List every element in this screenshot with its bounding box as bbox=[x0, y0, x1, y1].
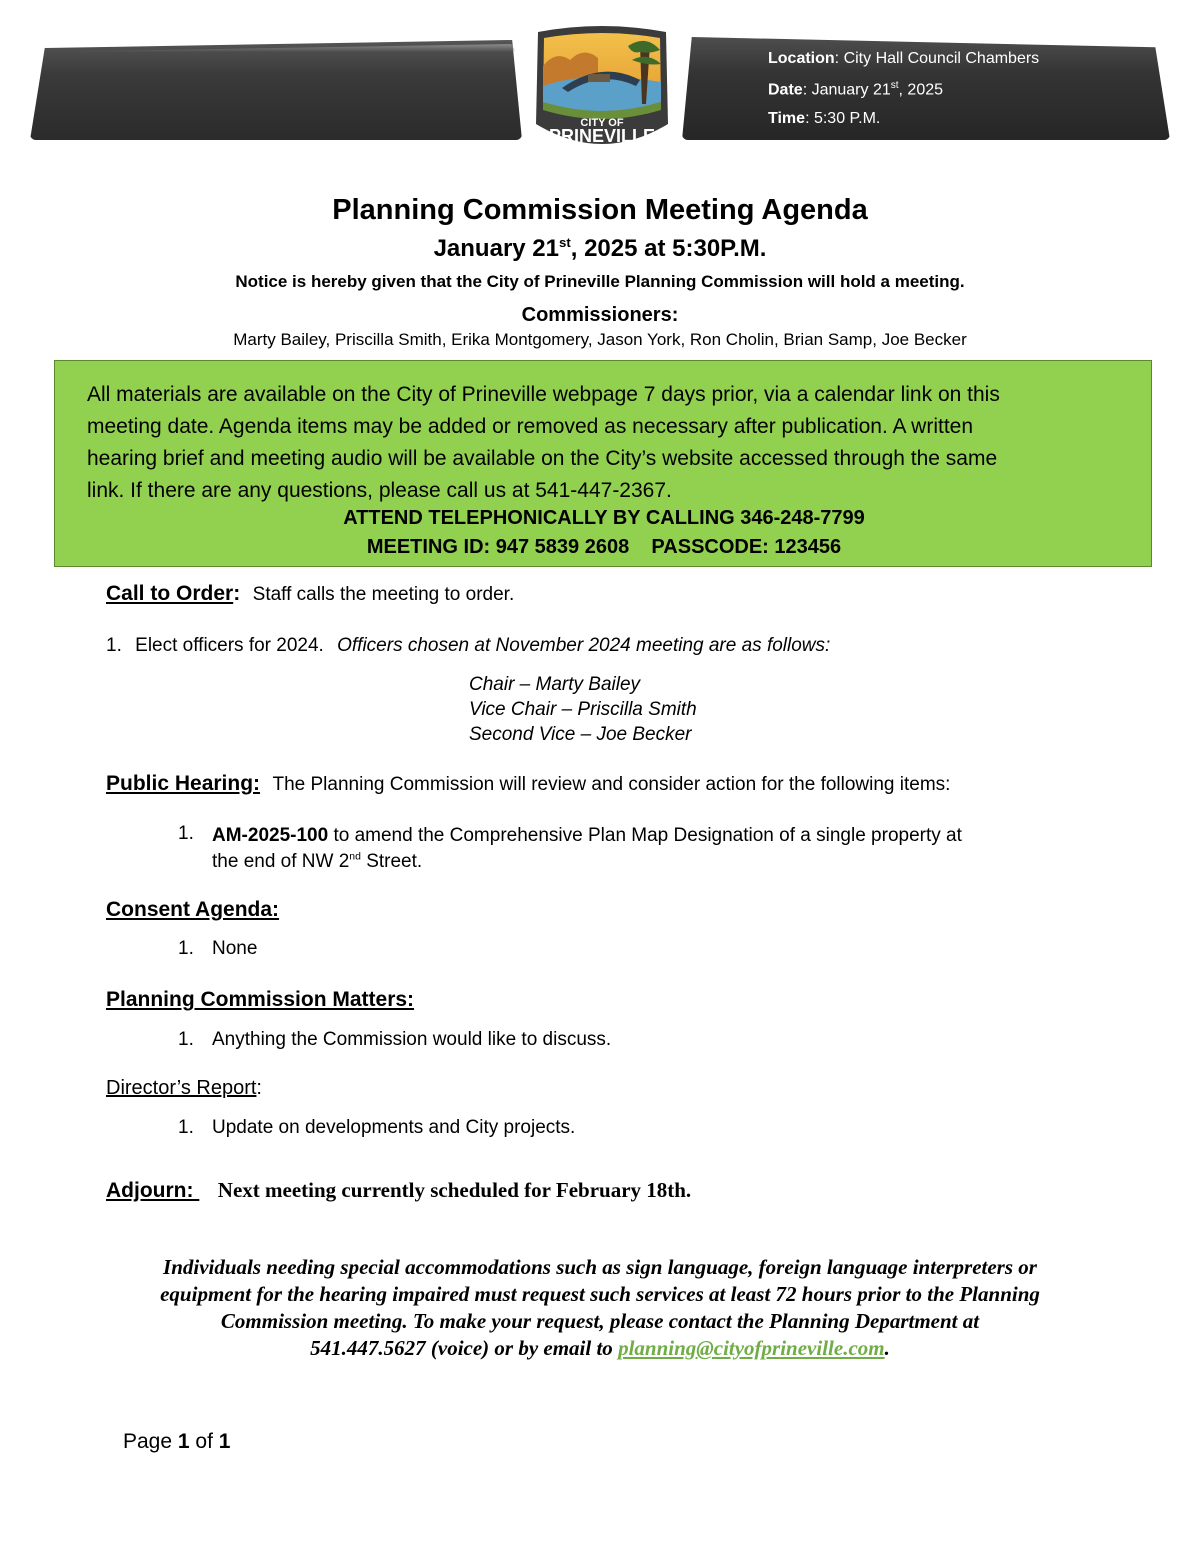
commissioners-names: Marty Bailey, Priscilla Smith, Erika Montgomery, Jason York, Ron Cholin, Brian Samp, Joe Becker bbox=[233, 330, 967, 349]
directors-report-item-number: 1. bbox=[178, 1117, 194, 1138]
svg-text:OREGON: OREGON bbox=[588, 148, 616, 154]
application-number: AM-2025-100 bbox=[212, 825, 329, 846]
accommodations-note: Individuals needing special accommodations such as sign language, foreign language interpreters or equipment for the hearing impaired must request such services at least 72 hours prior to the Planning Commission meeting. To make your request, please contact the Planning Department at 541.447.5627 (voice) or by email to planning@cityofprineville.com. bbox=[160, 1255, 1040, 1360]
directors-report-item: Update on developments and City projects. bbox=[212, 1117, 576, 1138]
public-hearing-item: AM-2025-100 to amend the Comprehensive Plan Map Designation of a single property at the end of NW 2nd Street. bbox=[212, 825, 962, 872]
elect-officers-item: 1. Elect officers for 2024. Officers chosen at November 2024 meeting are as follows: bbox=[106, 635, 831, 656]
officer-second-vice: Second Vice – Joe Becker bbox=[469, 724, 692, 745]
consent-agenda-item: None bbox=[212, 938, 258, 959]
officer-vice-chair: Vice Chair – Priscilla Smith bbox=[469, 699, 697, 720]
adjourn-heading: Adjourn: bbox=[106, 1179, 194, 1202]
commission-matters-heading: Planning Commission Matters: bbox=[106, 988, 415, 1011]
info-box-text: All materials are available on the City of Prineville webpage 7 days prior, via a calendar link on this meeting date. Agenda items may be added or removed as necessary after publication. A written hearing brief and meeting audio will be available on the City’s website accessed through the same link. If there are any questions, please call us at 541-447-2367. bbox=[87, 383, 1000, 502]
commissioners-heading: Commissioners: bbox=[521, 304, 679, 326]
public-hearing-section bbox=[106, 772, 950, 796]
adjourn-text: Next meeting currently scheduled for February 18th. bbox=[217, 1178, 692, 1202]
meeting-time: Time: 5:30 P.M. bbox=[768, 110, 881, 127]
planning-email-link[interactable]: planning@cityofprineville.com bbox=[618, 1336, 885, 1360]
commission-matters-item: Anything the Commission would like to discuss. bbox=[212, 1029, 612, 1050]
page-title: Planning Commission Meeting Agenda bbox=[332, 194, 868, 226]
directors-report-section: Director’s Report: bbox=[106, 1077, 262, 1099]
page-number: Page 1 of 1 bbox=[123, 1430, 231, 1453]
meeting-date: Date: January 21st, 2025 bbox=[768, 80, 944, 99]
svg-text:CITY OF: CITY OF bbox=[580, 117, 624, 129]
commission-matters-item-number: 1. bbox=[178, 1029, 194, 1050]
adjourn-section bbox=[106, 1178, 691, 1203]
info-box bbox=[54, 360, 1152, 567]
call-to-order-heading: Call to Order bbox=[106, 582, 234, 605]
city-of-prineville-logo bbox=[528, 24, 676, 160]
directors-report-heading: Director’s Report bbox=[106, 1077, 257, 1099]
public-hearing-heading: Public Hearing: bbox=[106, 772, 261, 795]
consent-agenda-heading: Consent Agenda: bbox=[106, 898, 280, 921]
consent-agenda-item-number: 1. bbox=[178, 938, 194, 959]
meeting-notice: Notice is hereby given that the City of Prineville Planning Commission will hold a meeting. bbox=[235, 272, 965, 291]
attend-by-phone: ATTEND TELEPHONICALLY BY CALLING 346-248-7799 bbox=[343, 507, 865, 529]
meeting-id-passcode: MEETING ID: 947 5839 2608 PASSCODE: 123456 bbox=[366, 536, 842, 558]
officer-chair: Chair – Marty Bailey bbox=[469, 674, 641, 695]
call-to-order-section: Call to Order: Staff calls the meeting to order. bbox=[106, 582, 515, 605]
svg-text:PRINEVILLE: PRINEVILLE bbox=[548, 126, 656, 146]
public-hearing-item-number: 1. bbox=[178, 823, 194, 844]
public-hearing-text: The Planning Commission will review and consider action for the following items: bbox=[272, 774, 951, 795]
officers-list bbox=[469, 672, 697, 747]
header-banner-left bbox=[30, 40, 522, 140]
call-to-order-text: Staff calls the meeting to order. bbox=[252, 584, 515, 605]
meeting-location: Location: City Hall Council Chambers bbox=[768, 50, 1040, 67]
meeting-datetime: January 21st, 2025 at 5:30P.M. bbox=[433, 235, 767, 262]
